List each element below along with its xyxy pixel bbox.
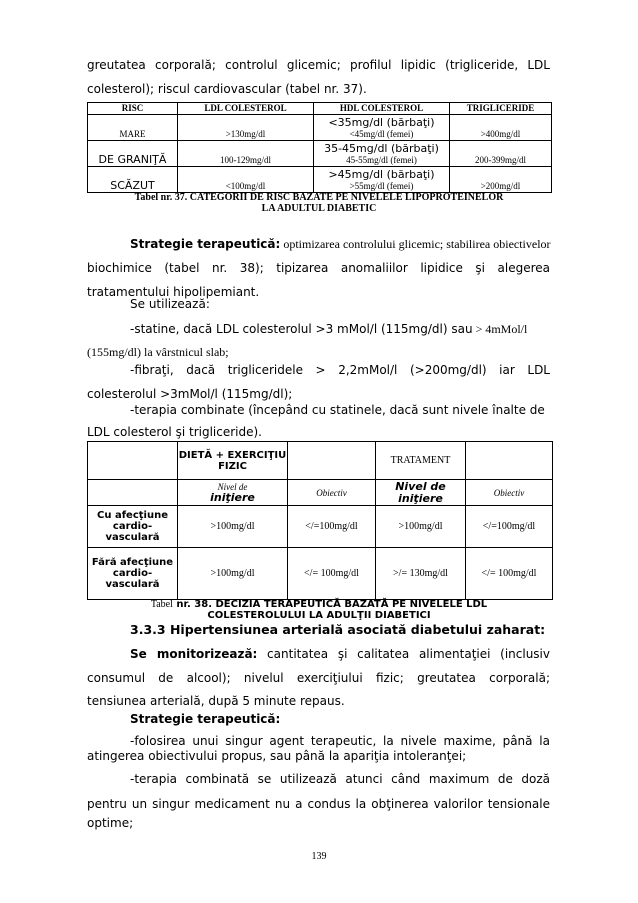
paragraph-line: Se monitorizează: cantitatea şi calitatea alimentaţiei (inclusiv bbox=[130, 647, 550, 661]
table-caption-line2: LA ADULTUL DIABETIC bbox=[261, 203, 377, 214]
cell-trigliceride: >400mg/dl bbox=[450, 115, 552, 141]
hdl-men: <35mg/dl (bărbaţi) bbox=[328, 116, 435, 129]
cell-treat-obj: </= 100mg/dl bbox=[466, 548, 553, 600]
hdl-women: >55mg/dl (femei) bbox=[349, 181, 414, 191]
cell-risc: SCĂZUT bbox=[88, 167, 178, 193]
cell-hdl bbox=[314, 141, 450, 167]
paragraph-line: pentru un singur medicament nu a condus la obţinerea valorilor tensionale bbox=[87, 797, 550, 811]
table-header-row bbox=[88, 442, 553, 480]
header-tratament: TRATAMENT bbox=[376, 442, 466, 480]
header-dieta: DIETĂ + EXERCIŢIU FIZIC bbox=[178, 442, 288, 480]
cell-diet-obj: </= 100mg/dl bbox=[288, 548, 376, 600]
header-empty bbox=[466, 442, 553, 480]
paragraph-line: -terapia combinată se utilizează atunci când maximum de doză bbox=[130, 772, 550, 786]
subheader-empty bbox=[88, 480, 178, 506]
table-row bbox=[88, 548, 553, 600]
cell-diet-init: >100mg/dl bbox=[178, 548, 288, 600]
subheader-obiectiv: Obiectiv bbox=[466, 480, 553, 506]
table-caption: Tabel nr. 37. CATEGORII DE RISC BAZATE PE NIVELELE LIPOPROTEINELOR bbox=[134, 192, 504, 203]
table-row bbox=[88, 115, 552, 141]
cell-trigliceride: 200-399mg/dl bbox=[450, 141, 552, 167]
cell-risc: MARE bbox=[88, 115, 178, 141]
header-hdl: HDL COLESTEROL bbox=[314, 103, 450, 115]
paragraph-line: Se utilizează: bbox=[130, 297, 210, 311]
subheader-initiere: Nivel de iniţiere bbox=[178, 480, 288, 506]
hdl-men: 35-45mg/dl (bărbaţi) bbox=[324, 142, 439, 155]
header-risc: RISC bbox=[88, 103, 178, 115]
paragraph-line: -terapia combinate (începând cu statinele, dacă sunt nivele înalte de bbox=[130, 403, 545, 417]
paragraph-line: colesterolul >3mMol/l (115mg/dl); bbox=[87, 387, 293, 401]
cell-treat-init: >/= 130mg/dl bbox=[376, 548, 466, 600]
table-header-row bbox=[88, 103, 552, 115]
paragraph-line: biochimice (tabel nr. 38); tipizarea anomaliilor lipidice şi alegerea bbox=[87, 261, 550, 275]
paragraph-line: Strategie terapeutică: optimizarea controlului glicemic; stabilirea obiectivelor bbox=[130, 237, 551, 251]
cell-hdl bbox=[314, 167, 450, 193]
cell-ldl: <100mg/dl bbox=[178, 167, 314, 193]
paragraph-line: colesterol); riscul cardiovascular (tabel nr. 37). bbox=[87, 82, 367, 96]
hdl-women: <45mg/dl (femei) bbox=[349, 129, 414, 139]
header-ldl: LDL COLESTEROL bbox=[178, 103, 314, 115]
paragraph-line: optime; bbox=[87, 816, 134, 830]
hdl-women: 45-55mg/dl (femei) bbox=[346, 155, 417, 165]
cell-ldl: 100-129mg/dl bbox=[178, 141, 314, 167]
page-number: 139 bbox=[311, 851, 327, 862]
strategy-label: Strategie terapeutică: bbox=[130, 712, 281, 726]
table-row bbox=[88, 141, 552, 167]
paragraph-line: -statine, dacă LDL colesterolul >3 mMol/l (115mg/dl) sau > 4mMol/l bbox=[130, 322, 528, 336]
row-label: Cu afecţiune cardio-vasculară bbox=[88, 506, 178, 548]
cell-diet-init: >100mg/dl bbox=[178, 506, 288, 548]
monitor-label: Se monitorizează: bbox=[130, 647, 258, 661]
strategy-label: Strategie terapeutică: bbox=[130, 237, 281, 251]
paragraph-line: (155mg/dl) la vârstnicul slab; bbox=[87, 345, 229, 359]
subheader-obiectiv: Obiectiv bbox=[288, 480, 376, 506]
table-therapeutic-decision bbox=[87, 441, 553, 600]
cell-ldl: >130mg/dl bbox=[178, 115, 314, 141]
cell-treat-obj: </=100mg/dl bbox=[466, 506, 553, 548]
subheader-initiere: Nivel de iniţiere bbox=[376, 480, 466, 506]
row-label: Fără afecţiune cardio-vasculară bbox=[88, 548, 178, 600]
cell-trigliceride: >200mg/dl bbox=[450, 167, 552, 193]
table-subheader-row bbox=[88, 480, 553, 506]
header-trigliceride: TRIGLICERIDE bbox=[450, 103, 552, 115]
paragraph-line: LDL colesterol şi trigliceride). bbox=[87, 425, 262, 439]
paragraph-line: greutatea corporală; controlul glicemic; profilul lipidic (trigliceride, LDL bbox=[87, 58, 550, 72]
table-caption: Tabel nr. 38. DECIZIA TERAPEUTICĂ BAZATĂ PE NIVELELE LDL bbox=[150, 599, 488, 610]
paragraph-line: tensiunea arterială, după 5 minute repaus. bbox=[87, 694, 345, 708]
cell-diet-obj: </=100mg/dl bbox=[288, 506, 376, 548]
paragraph-line: consumul de alcool); nivelul exerciţiului fizic; greutatea corporală; bbox=[87, 671, 550, 685]
paragraph-line: tratamentului hipolipemiant. bbox=[87, 285, 260, 299]
table-caption-line2: COLESTEROLULUI LA ADULŢII DIABETICI bbox=[207, 610, 431, 621]
cell-risc: DE GRANIŢĂ bbox=[88, 141, 178, 167]
cell-hdl bbox=[314, 115, 450, 141]
hdl-men: >45mg/dl (bărbaţi) bbox=[328, 168, 435, 181]
paragraph-line: atingerea obiectivului propus, sau până la apariţia intoleranţei; bbox=[87, 749, 467, 763]
section-heading: 3.3.3 Hipertensiunea arterială asociată diabetului zaharat: bbox=[130, 622, 546, 637]
header-empty bbox=[288, 442, 376, 480]
paragraph-line: -fibraţi, dacă trigliceridele > 2,2mMol/l (>200mg/dl) iar LDL bbox=[130, 363, 550, 377]
cell-treat-init: >100mg/dl bbox=[376, 506, 466, 548]
table-row bbox=[88, 506, 553, 548]
paragraph-line: -folosirea unui singur agent terapeutic, la nivele maxime, până la bbox=[130, 734, 550, 748]
table-risk-categories bbox=[87, 102, 552, 193]
table-row bbox=[88, 167, 552, 193]
header-empty bbox=[88, 442, 178, 480]
